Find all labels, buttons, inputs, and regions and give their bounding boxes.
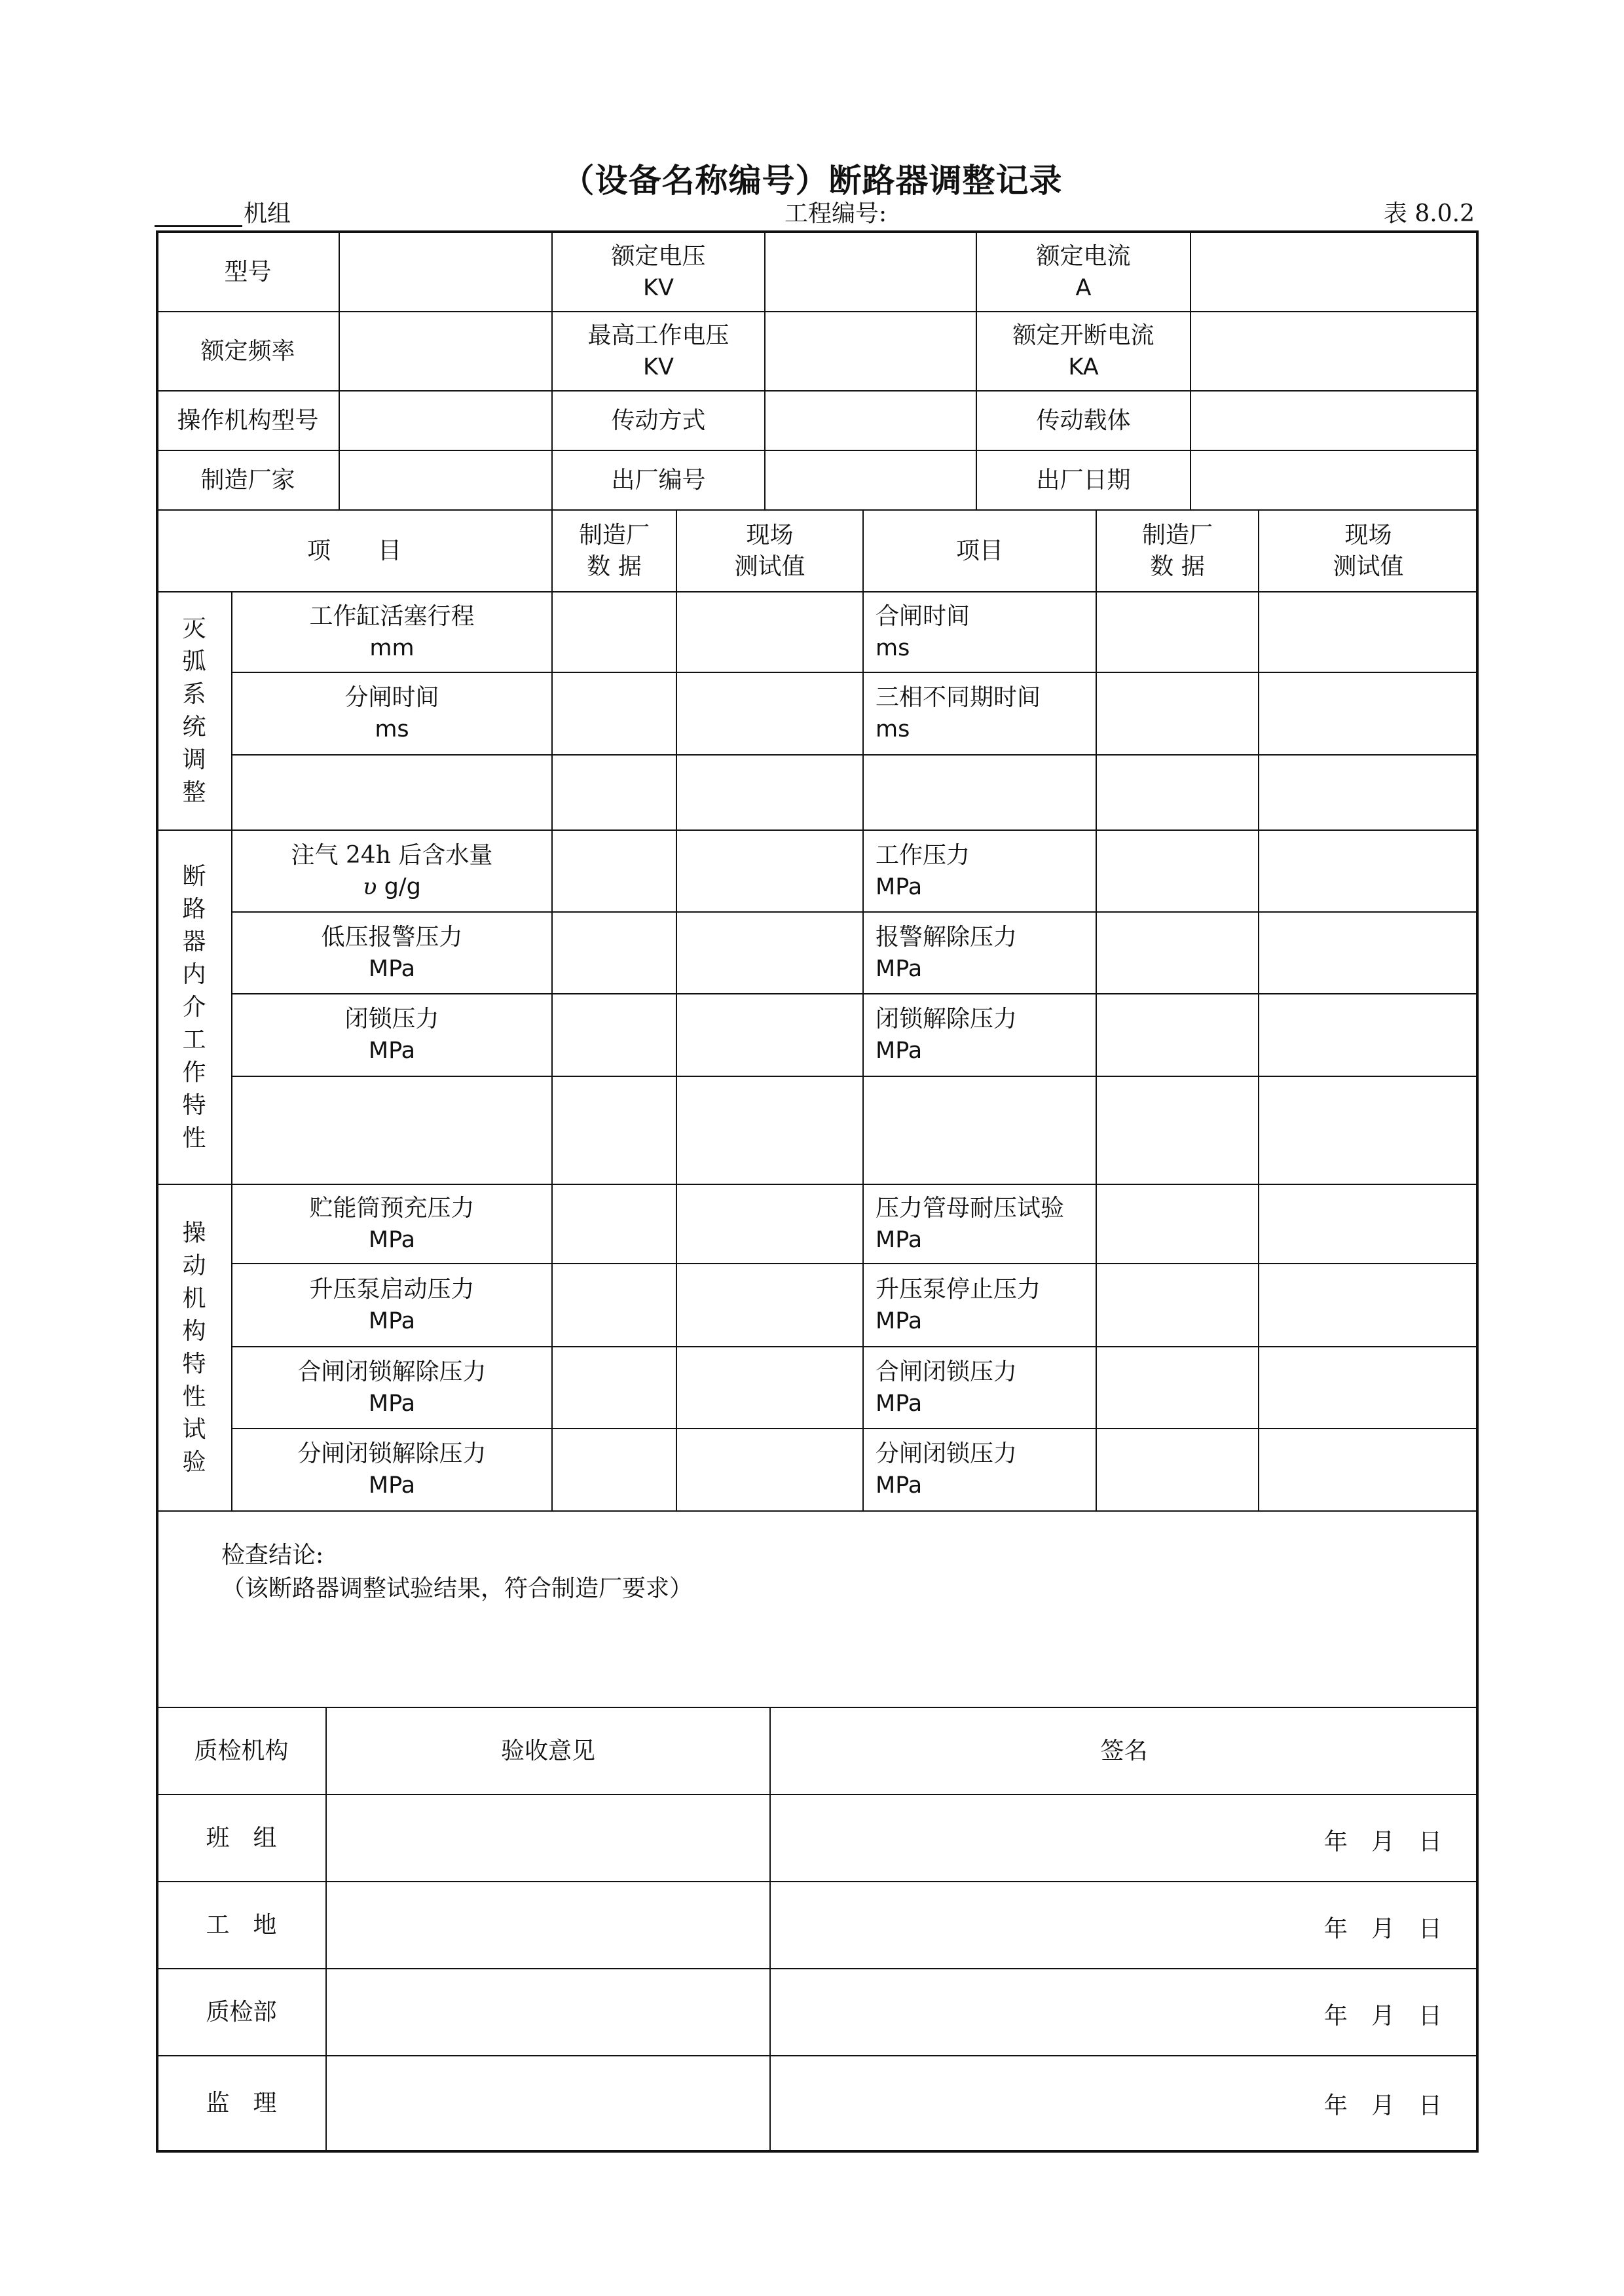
test-item-left: 注气 24h 后含水量 υ g/g — [291, 841, 493, 900]
group-label-arc-system: 灭 弧 系 统 调 整 — [182, 615, 206, 806]
info-label-mechanism-model: 操作机构型号 — [177, 407, 319, 434]
signoff-row-supervision: 监 理 — [206, 2089, 277, 2117]
test-item-right: 工作压力 MPa — [876, 841, 970, 900]
signoff-header-signature: 签名 — [1100, 1737, 1148, 1764]
group-label-medium-characteristics: 断 路 器 内 介 工 作 特 性 — [182, 862, 206, 1152]
info-value-model[interactable] — [340, 233, 551, 311]
info-label-drive-medium: 传动载体 — [1036, 407, 1131, 434]
h-line — [231, 1076, 1477, 1077]
test-item-left: 贮能筒预充压力 MPa — [309, 1194, 475, 1253]
test-item-right: 压力管母耐压试验 MPa — [876, 1194, 1065, 1253]
v-line — [1258, 509, 1259, 1510]
conclusion-text: （该断路器调整试验结果，符合制造厂要求） — [221, 1575, 693, 1602]
col-header-site-value-right: 现场 测试值 — [1333, 521, 1404, 580]
info-value-drive-medium[interactable] — [1191, 392, 1477, 450]
unit-label: 机组 — [244, 200, 291, 227]
test-item-right: 升压泵停止压力 MPa — [876, 1275, 1041, 1334]
info-label-max-voltage: 最高工作电压 KV — [587, 321, 729, 380]
h-line — [157, 1510, 1477, 1512]
upsilon-symbol: υ — [363, 873, 377, 900]
test-item-right: 合闸时间 ms — [876, 602, 970, 661]
project-number-label: 工程编号: — [784, 200, 887, 227]
v-line — [1096, 509, 1097, 1510]
test-item-left: 闭锁压力 MPa — [344, 1006, 439, 1064]
signoff-header-acceptance: 验收意见 — [500, 1737, 595, 1764]
conclusion-label: 检查结论: — [221, 1542, 324, 1569]
info-value-rated-current[interactable] — [1191, 233, 1477, 311]
signoff-date: 年 月 日 — [1324, 2092, 1443, 2119]
info-value-max-voltage[interactable] — [766, 312, 976, 390]
info-value-drive-mode[interactable] — [766, 392, 976, 450]
info-label-model: 型号 — [224, 258, 272, 285]
col-header-factory-data: 制造厂 数 据 — [578, 521, 650, 580]
v-line — [676, 509, 677, 1510]
signoff-header-qc-body: 质检机构 — [194, 1737, 289, 1764]
info-label-serial-number: 出厂编号 — [611, 466, 706, 494]
acceptance-opinion-field[interactable] — [327, 1969, 769, 2055]
table-number: 表 8.0.2 — [1383, 200, 1475, 227]
test-item-left: 升压泵启动压力 MPa — [309, 1275, 475, 1334]
test-item-left: 分闸时间 ms — [344, 684, 439, 742]
v-line — [551, 509, 553, 1510]
signoff-row-qc-dept: 质检部 — [206, 1998, 277, 2026]
test-item-left: 合闸闭锁解除压力 MPa — [297, 1358, 487, 1417]
test-item-left: 分闸闭锁解除压力 MPa — [297, 1440, 487, 1499]
signoff-date: 年 月 日 — [1324, 1916, 1443, 1942]
info-label-manufacturer: 制造厂家 — [200, 466, 295, 494]
col-header-site-value: 现场 测试值 — [734, 521, 805, 580]
info-label-rated-voltage: 额定电压 KV — [611, 242, 706, 301]
test-item-right: 闭锁解除压力 MPa — [876, 1006, 1018, 1064]
info-value-manufacture-date[interactable] — [1191, 451, 1477, 509]
info-value-breaking-current[interactable] — [1191, 312, 1477, 390]
col-header-factory-data-right: 制造厂 数 据 — [1141, 521, 1213, 580]
info-label-breaking-current: 额定开断电流 KA — [1012, 321, 1154, 380]
test-item-right: 合闸闭锁压力 MPa — [876, 1358, 1018, 1417]
signoff-row-team: 班 组 — [206, 1824, 277, 1851]
info-value-mechanism-model[interactable] — [340, 392, 551, 450]
signoff-date: 年 月 日 — [1324, 1829, 1443, 1855]
h-line — [231, 754, 1477, 756]
acceptance-opinion-field[interactable] — [327, 2056, 769, 2150]
test-item-right: 分闸闭锁压力 MPa — [876, 1440, 1018, 1499]
acceptance-opinion-field[interactable] — [327, 1882, 769, 1968]
info-label-rated-current: 额定电流 A — [1036, 242, 1131, 301]
info-label-manufacture-date: 出厂日期 — [1036, 466, 1131, 494]
info-value-rated-frequency[interactable] — [340, 312, 551, 390]
test-item-left: 工作缸活塞行程 mm — [309, 602, 475, 661]
acceptance-opinion-field[interactable] — [327, 1795, 769, 1881]
page-title: （设备名称编号）断路器调整记录 — [561, 162, 1063, 200]
group-label-mechanism-test: 操 动 机 构 特 性 试 验 — [182, 1219, 206, 1476]
v-line — [862, 509, 864, 1510]
signoff-row-site: 工 地 — [206, 1911, 277, 1939]
info-value-rated-voltage[interactable] — [766, 233, 976, 311]
info-label-drive-mode: 传动方式 — [611, 407, 706, 434]
col-header-item-right: 项目 — [955, 537, 1003, 564]
test-item-right: 报警解除压力 MPa — [876, 923, 1018, 982]
test-item-left: 低压报警压力 MPa — [321, 923, 463, 982]
info-value-serial-number[interactable] — [766, 451, 976, 509]
col-header-item: 项 目 — [306, 537, 401, 564]
test-item-right: 三相不同期时间 ms — [876, 684, 1041, 742]
info-label-rated-frequency: 额定频率 — [200, 337, 295, 365]
info-value-manufacturer[interactable] — [340, 451, 551, 509]
signoff-date: 年 月 日 — [1324, 2003, 1443, 2030]
unit-blank-line — [155, 225, 242, 227]
